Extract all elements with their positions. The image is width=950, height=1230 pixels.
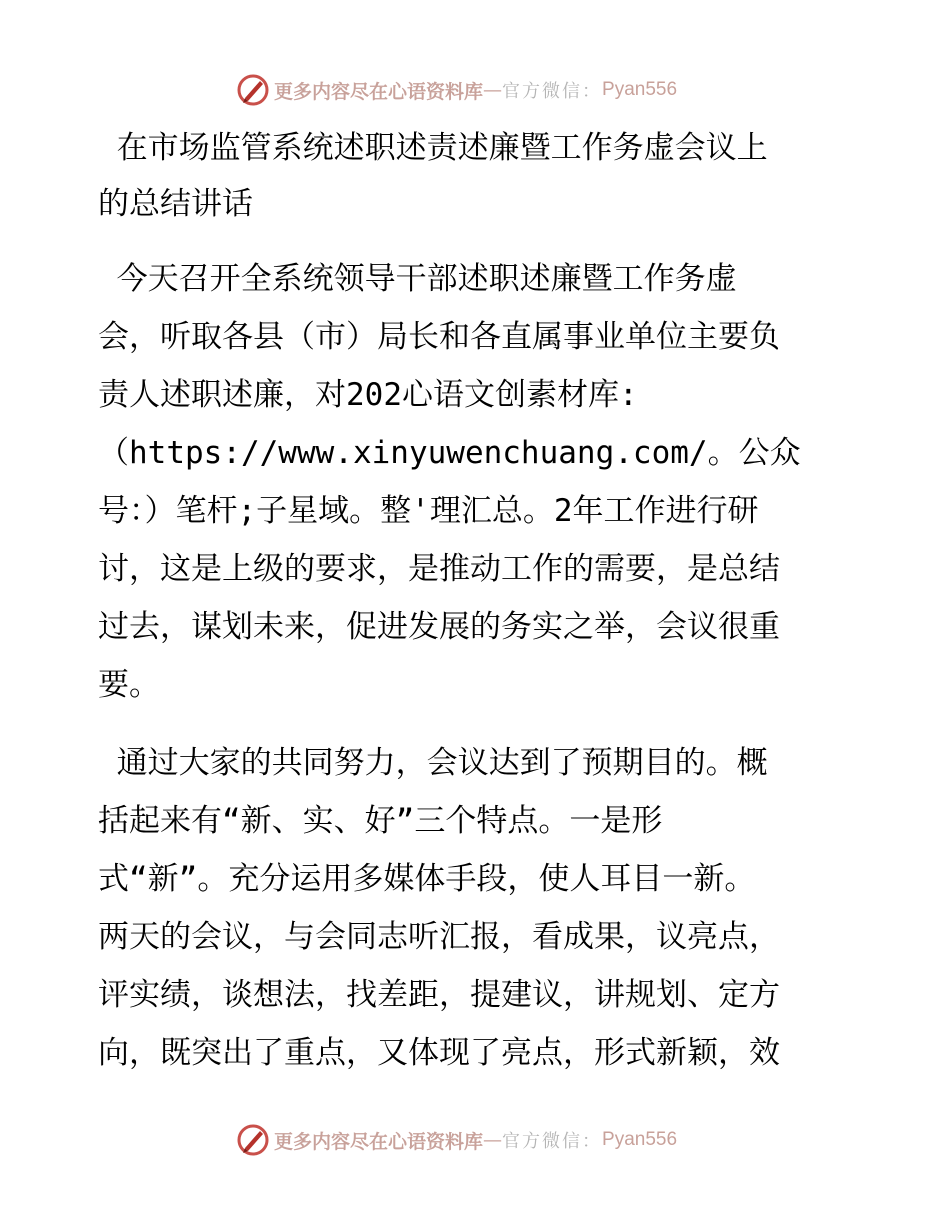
- watermark-wechat-label: 官方微信：: [502, 1131, 603, 1152]
- document-title-line-2: 的总结讲话: [98, 186, 253, 222]
- paragraph-1-line: 责人述职述廉，对202心语文创素材库:: [98, 377, 638, 413]
- paragraph-1-line: 要。: [98, 667, 160, 703]
- pen-logo-icon: [236, 1123, 270, 1157]
- watermark-header: [236, 73, 677, 107]
- paragraph-2-line: 括起来有“新、实、好”三个特点。一是形: [98, 803, 663, 839]
- paragraph-1-line: 过去，谋划未来，促进发展的务实之举，会议很重: [98, 609, 780, 645]
- paragraph-1-line: 号：）笔杆;子星域。整'理汇总。2年工作进行研: [98, 493, 759, 529]
- watermark-dash: —: [483, 79, 503, 101]
- watermark-wechat-id: Pyan556: [602, 1129, 678, 1150]
- paragraph-1-line: 今天召开全系统领导干部述职述廉暨工作务虚: [98, 261, 737, 297]
- watermark-brand: 更多内容尽在心语资料库: [274, 80, 484, 103]
- paragraph-1-line: 会，听取各县（市）局长和各直属事业单位主要负: [98, 319, 780, 355]
- watermark-dash: —: [483, 1129, 503, 1151]
- watermark-wechat-id: Pyan556: [602, 79, 678, 100]
- watermark-brand: 更多内容尽在心语资料库: [274, 1130, 484, 1153]
- paragraph-2-line: 评实绩，谈想法，找差距，提建议，讲规划、定方: [98, 977, 780, 1013]
- paragraph-2-line: 两天的会议，与会同志听汇报，看成果，议亮点，: [98, 919, 780, 955]
- paragraph-1-line: 讨，这是上级的要求，是推动工作的需要，是总结: [98, 551, 780, 587]
- paragraph-2-line: 向，既突出了重点，又体现了亮点，形式新颖，效: [98, 1035, 780, 1071]
- paragraph-1-line: （https://www.xinyuwenchuang.com/。公众: [98, 435, 801, 471]
- paragraph-2-line: 式“新”。充分运用多媒体手段，使人耳目一新。: [98, 861, 756, 897]
- paragraph-2-line: 通过大家的共同努力，会议达到了预期目的。概: [98, 745, 768, 781]
- watermark-wechat-label: 官方微信：: [502, 81, 603, 102]
- document-title-line-1: 在市场监管系统述职述责述廉暨工作务虚会议上: [98, 130, 768, 166]
- pen-logo-icon: [236, 73, 270, 107]
- watermark-footer: [236, 1123, 677, 1157]
